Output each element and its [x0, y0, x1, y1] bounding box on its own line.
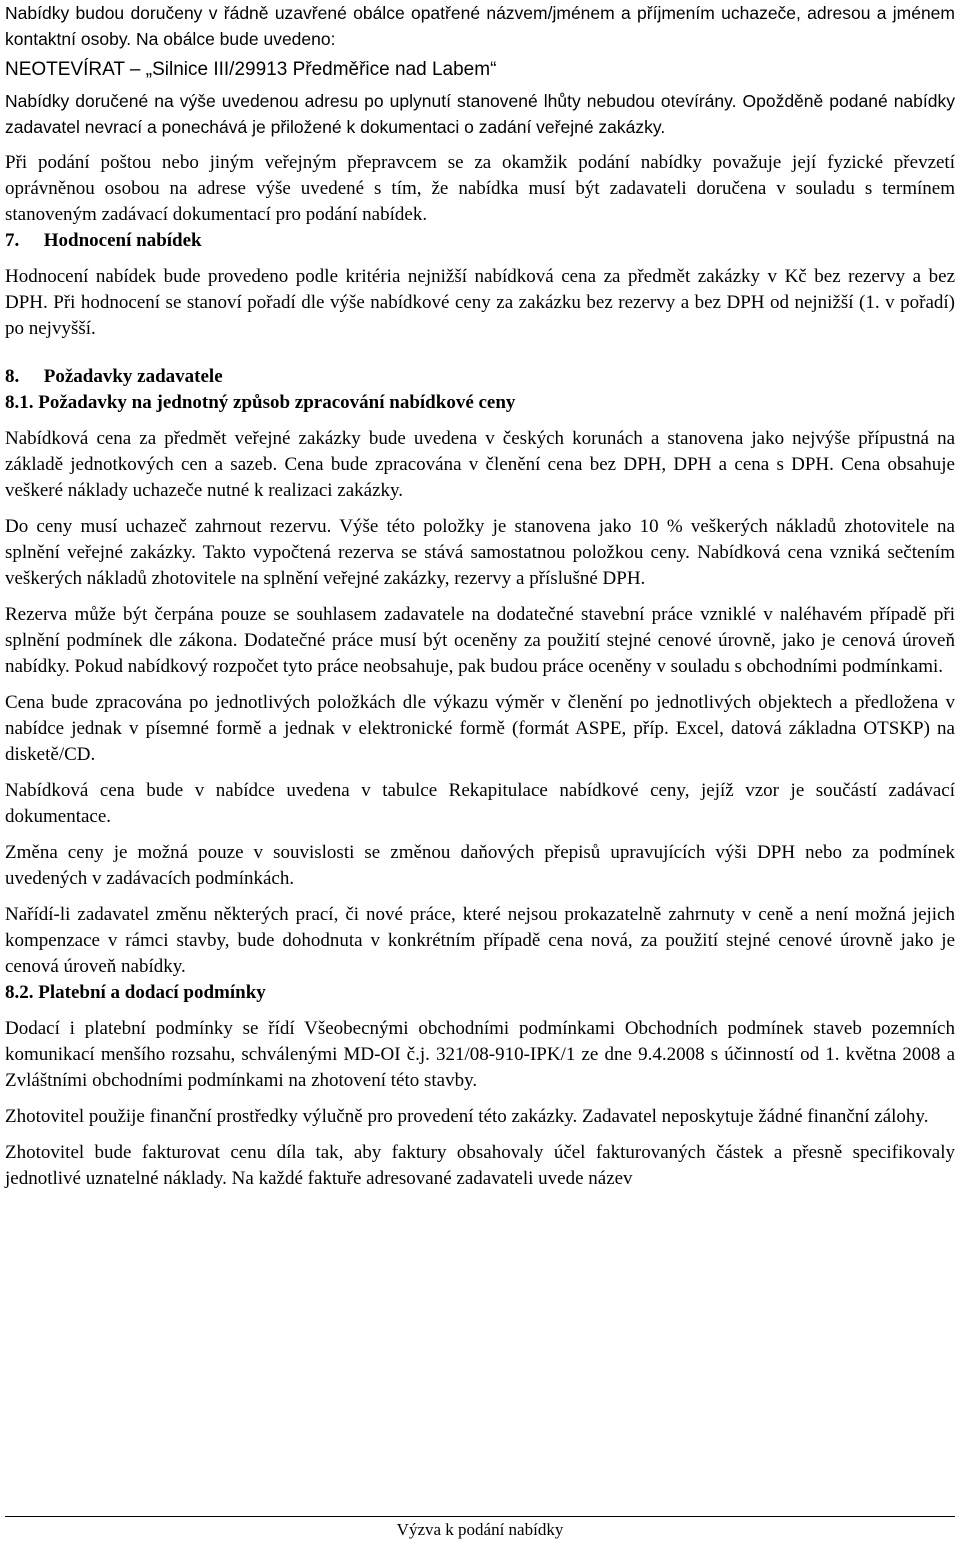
- paragraph-reserve-usage: Rezerva může být čerpána pouze se souhlasem zadavatele na dodatečné stavební práce vzniklé v naléhavém případě při splnění podmínek dle zákona. Dodatečné práce musí být oceněny za použití stejné cenové úrovně, jako je cenová úroveň nabídky. Pokud nabídkový rozpočet tyto práce neobsahuje, pak budou práce oceněny v souladu s obchodními podmínkami.: [5, 604, 955, 677]
- section-number: 8.: [5, 366, 20, 387]
- page-footer: Výzva k podání nabídky: [396, 1520, 564, 1539]
- footer-divider: [5, 1516, 955, 1517]
- paragraph-ordered-changes: Nařídí-li zadavatel změnu některých prací, či nové práce, které nejsou prokazatelně zahrnuty v ceně a není možná jejich kompenzace v rámci stavby, bude dohodnuta v konkrétním případě cena nová, za použití stejné cenové úrovně jako je cenová úroveň nabídky.: [5, 904, 955, 977]
- paragraph-price-currency: Nabídková cena za předmět veřejné zakázky bude uvedena v českých korunách a stanovena jako nejvýše přípustná na základě jednotkových cen a sazeb. Cena bude zpracována v členění cena bez DPH, DPH a cena s DPH. Cena obsahuje veškeré náklady uchazeče nutné k realizaci zakázky.: [5, 428, 955, 501]
- paragraph-postal-delivery: Při podání poštou nebo jiným veřejným přepravcem se za okamžik podání nabídky považuje její fyzické převzetí oprávněnou osobou na adrese výše uvedené s tím, že nabídka musí být zadavateli doručena v souladu s termínem stanoveným zadávací dokumentací pro podání nabídek.: [5, 152, 955, 225]
- paragraph-financing: Zhotovitel použije finanční prostředky výlučně pro provedení této zakázky. Zadavatel neposkytuje žádné finanční zálohy.: [5, 1106, 929, 1127]
- paragraph-reserve: Do ceny musí uchazeč zahrnout rezervu. Výše této položky je stanovena jako 10 % veškerých nákladů zhotovitele na splnění veřejné zakázky. Takto vypočtená rezerva se stává samostatnou položkou ceny. Nabídková cena vzniká sečtením veškerých nákladů zhotovitele na splnění veřejné zakázky, rezervy a příslušné DPH.: [5, 516, 955, 589]
- paragraph-price-change: Změna ceny je možná pouze v souvislosti se změnou daňových přepisů upravujících výši DPH nebo za podmínek uvedených v zadávacích podmínkách.: [5, 842, 955, 889]
- paragraph-invoicing: Zhotovitel bude fakturovat cenu díla tak, aby faktury obsahovaly účel fakturovaných částek a přesně specifikovaly jednotlivé uznatelné náklady. Na každé faktuře adresované zadavateli uvede název: [5, 1142, 955, 1189]
- paragraph-delivery-terms: Dodací i platební podmínky se řídí Všeobecnými obchodními podmínkami Obchodních podmínek staveb pozemních komunikací menšího rozsahu, schválenými MD-OI č.j. 321/08-910-IPK/1 ze dne 9.4.2008 s účinností od 1. května 2008 a Zvláštními obchodními podmínkami na zhotovení této stavby.: [5, 1018, 955, 1091]
- paragraph-envelope-instructions: Nabídky budou doručeny v řádně uzavřené obálce opatřené názvem/jménem a příjmením uchazeče, adresou a jménem kontaktní osoby. Na obálce bude uvedeno:: [5, 3, 955, 49]
- paragraph-envelope-label: NEOTEVÍRAT – „Silnice III/29913 Předměřice nad Labem“: [5, 59, 497, 80]
- subsection-heading-8-2: 8.2. Platební a dodací podmínky: [5, 982, 266, 1003]
- section-title: Hodnocení nabídek: [43, 230, 202, 251]
- document-body: [5, 0, 955, 1192]
- paragraph-recapitulation: Nabídková cena bude v nabídce uvedena v tabulce Rekapitulace nabídkové ceny, jejíž vzor je součástí zadávací dokumentace.: [5, 780, 955, 827]
- paragraph-item-pricing: Cena bude zpracována po jednotlivých položkách dle výkazu výměr v členění po jednotlivých objektech a předložena v nabídce jednak v písemné formě a jednak v elektronické formě (formát ASPE, příp. Excel, datová základna OTSKP) na disketě/CD.: [5, 692, 955, 765]
- section-heading-7: [5, 228, 955, 254]
- section-number: 7.: [5, 230, 20, 251]
- subsection-heading-8-1: 8.1. Požadavky na jednotný způsob zpracování nabídkové ceny: [5, 392, 516, 413]
- section-title: Požadavky zadavatele: [43, 366, 223, 387]
- paragraph-late-offers: Nabídky doručené na výše uvedenou adresu po uplynutí stanovené lhůty nebudou otevírány. Opožděně podané nabídky zadavatel nevrací a ponechává je přiložené k dokumentaci o zadání veřejné zakázky.: [5, 91, 955, 137]
- section-heading-8: [5, 364, 955, 390]
- paragraph-evaluation: Hodnocení nabídek bude provedeno podle kritéria nejnižší nabídková cena za předmět zakázky v Kč bez rezervy a bez DPH. Při hodnocení se stanoví pořadí dle výše nabídkové ceny za zakázku bez rezervy a bez DPH od nejnižší (1. v pořadí) po nejvyšší.: [5, 266, 955, 339]
